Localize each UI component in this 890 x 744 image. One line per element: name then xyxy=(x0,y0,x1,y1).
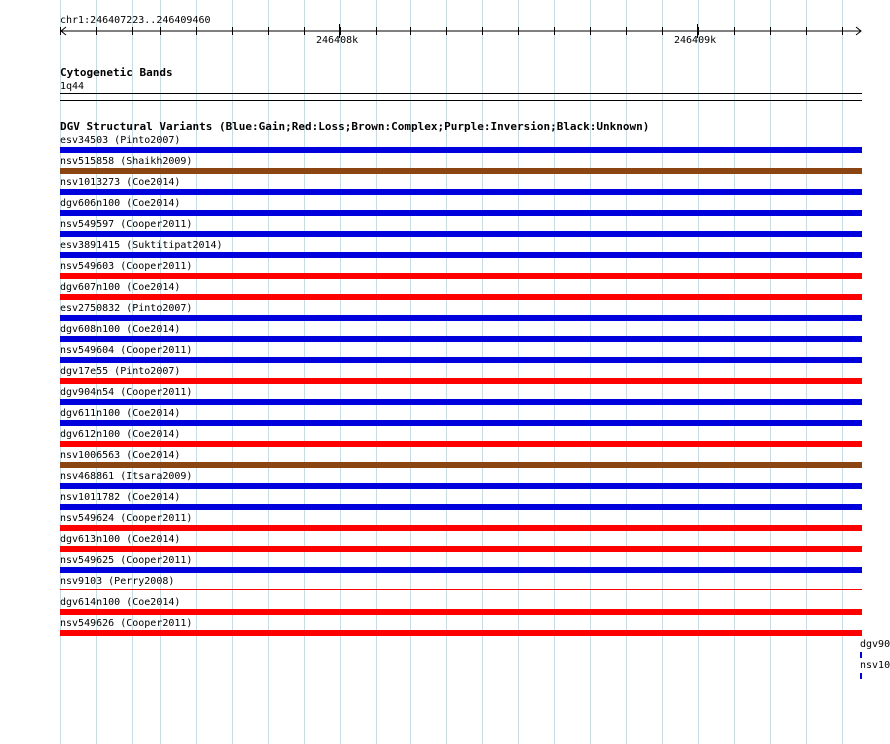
dgv-feature-bar[interactable] xyxy=(60,189,862,195)
dgv-feature-label[interactable]: nsv9103 (Perry2008) xyxy=(60,576,175,587)
dgv-overflow-label[interactable]: nsv10 xyxy=(860,660,890,671)
dgv-feature-label[interactable]: nsv1006563 (Coe2014) xyxy=(60,450,181,461)
dgv-feature-label[interactable]: nsv549625 (Cooper2011) xyxy=(60,555,193,566)
dgv-feature-bar[interactable] xyxy=(60,210,862,216)
dgv-feature-label[interactable]: dgv608n100 (Coe2014) xyxy=(60,324,181,335)
dgv-feature-label[interactable]: nsv1013273 (Coe2014) xyxy=(60,177,181,188)
cytoband-line-bottom xyxy=(60,100,862,101)
dgv-feature-bar[interactable] xyxy=(60,378,862,384)
dgv-track-title: DGV Structural Variants (Blue:Gain;Red:Loss;Brown:Complex;Purple:Inversion;Black:Unknown) xyxy=(60,120,650,133)
ruler-range-label: chr1:246407223..246409460 xyxy=(60,15,211,26)
dgv-feature-label[interactable]: nsv549624 (Cooper2011) xyxy=(60,513,193,524)
dgv-feature-bar[interactable] xyxy=(60,168,862,174)
dgv-feature-label[interactable]: dgv611n100 (Coe2014) xyxy=(60,408,181,419)
dgv-feature-bar[interactable] xyxy=(60,147,862,153)
dgv-feature-label[interactable]: dgv612n100 (Coe2014) xyxy=(60,429,181,440)
cytoband-label: 1q44 xyxy=(60,81,85,92)
dgv-feature-label[interactable]: nsv515858 (Shaikh2009) xyxy=(60,156,193,167)
dgv-feature-label[interactable]: nsv549626 (Cooper2011) xyxy=(60,618,193,629)
dgv-feature-bar[interactable] xyxy=(60,546,862,552)
dgv-feature-label[interactable]: esv2750832 (Pinto2007) xyxy=(60,303,193,314)
dgv-feature-bar[interactable] xyxy=(60,420,862,426)
dgv-feature-label[interactable]: nsv549597 (Cooper2011) xyxy=(60,219,193,230)
dgv-feature-bar[interactable] xyxy=(60,567,862,573)
dgv-feature-bar[interactable] xyxy=(60,294,862,300)
dgv-feature-bar[interactable] xyxy=(60,504,862,510)
dgv-feature-bar[interactable] xyxy=(60,483,862,489)
dgv-feature-label[interactable]: dgv613n100 (Coe2014) xyxy=(60,534,181,545)
dgv-feature-label[interactable]: nsv549603 (Cooper2011) xyxy=(60,261,193,272)
dgv-feature-label[interactable]: dgv614n100 (Coe2014) xyxy=(60,597,181,608)
dgv-feature-bar[interactable] xyxy=(60,441,862,447)
dgv-feature-label[interactable]: nsv468861 (Itsara2009) xyxy=(60,471,193,482)
dgv-feature-bar[interactable] xyxy=(60,252,862,258)
ruler-tick-label: 246408k xyxy=(316,35,359,46)
dgv-feature-bar[interactable] xyxy=(60,315,862,321)
dgv-feature-bar[interactable] xyxy=(60,462,862,468)
dgv-feature-bar[interactable] xyxy=(60,609,862,615)
cytoband-line-top xyxy=(60,93,862,94)
dgv-feature-bar[interactable] xyxy=(60,357,862,363)
dgv-overflow-label[interactable]: dgv90 xyxy=(860,639,890,650)
dgv-feature-bar[interactable] xyxy=(60,273,862,279)
dgv-feature-bar[interactable] xyxy=(60,336,862,342)
dgv-feature-label[interactable]: esv3891415 (Suktitipat2014) xyxy=(60,240,223,251)
ruler-arrow-line xyxy=(0,20,890,70)
dgv-feature-label[interactable]: esv34503 (Pinto2007) xyxy=(60,135,181,146)
dgv-feature-bar[interactable] xyxy=(60,399,862,405)
dgv-overflow-mark[interactable] xyxy=(860,673,862,679)
dgv-feature-label[interactable]: nsv1011782 (Coe2014) xyxy=(60,492,181,503)
ruler-tick-label: 246409k xyxy=(674,35,717,46)
dgv-feature-bar[interactable] xyxy=(60,525,862,531)
dgv-feature-label[interactable]: dgv607n100 (Coe2014) xyxy=(60,282,181,293)
dgv-feature-label[interactable]: dgv904n54 (Cooper2011) xyxy=(60,387,193,398)
dgv-feature-label[interactable]: dgv17e55 (Pinto2007) xyxy=(60,366,181,377)
dgv-feature-label[interactable]: dgv606n100 (Coe2014) xyxy=(60,198,181,209)
dgv-overflow-mark[interactable] xyxy=(860,652,862,658)
dgv-feature-bar[interactable] xyxy=(60,589,862,590)
dgv-feature-label[interactable]: nsv549604 (Cooper2011) xyxy=(60,345,193,356)
dgv-feature-bar[interactable] xyxy=(60,231,862,237)
cytoband-track-title: Cytogenetic Bands xyxy=(60,66,173,79)
dgv-feature-bar[interactable] xyxy=(60,630,862,636)
